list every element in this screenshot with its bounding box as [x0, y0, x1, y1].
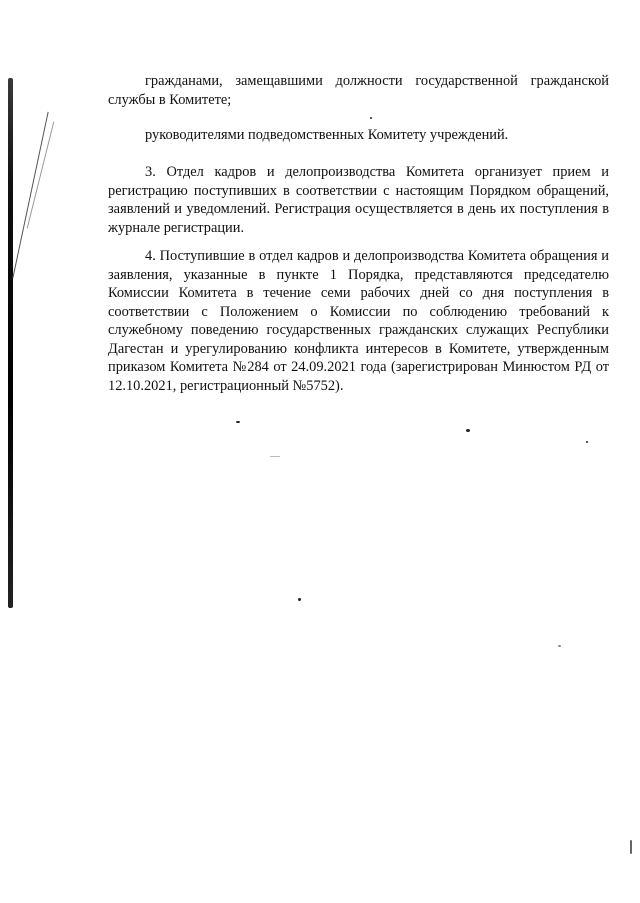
scan-speck	[236, 421, 240, 423]
paragraph-continuation	[108, 72, 609, 109]
paragraph-block	[108, 247, 609, 395]
paragraph-block	[108, 163, 609, 237]
scan-streak	[12, 112, 48, 278]
paragraph-block	[108, 126, 609, 145]
scan-edge-shadow	[8, 78, 13, 608]
paragraph-2: руководителями подведомственных Комитету учреждений.	[145, 127, 509, 143]
paragraph-4: 4. Поступившие в отдел кадров и делопроизводства Комитета обращения и заявления, указанные в пункте 1 Порядка, представляются председателю Комиссии Комитета в течение семи рабочих дней со дня поступления в соответствии с Положением о Комиссии по соблюдению требований к служебному поведению государственных гражданских служащих Республики Дагестан и урегулированию конфликта интересов в Комитете, утвержденным приказом Комитета №284 от 24.09.2021 года (зарегистрирован Минюстом РД от 12.10.2021, регистрационный №5752).	[108, 248, 609, 394]
scan-speck	[370, 117, 372, 119]
paragraph-3: 3. Отдел кадров и делопроизводства Комитета организует прием и регистрацию поступивших в соответствии с настоящим Порядком обращений, заявлений и уведомлений. Регистрация осуществляется в день их поступления в журнале регистрации.	[108, 164, 609, 236]
paragraph-1: гражданами, замещавшими должности государственной гражданской службы в Комитете;	[108, 73, 609, 108]
scan-streak	[27, 122, 55, 229]
scan-speck	[586, 441, 588, 443]
scan-speck	[298, 598, 301, 601]
scan-speck	[270, 456, 280, 457]
scan-speck	[558, 645, 561, 647]
scan-speck	[466, 429, 470, 432]
scan-speck	[630, 840, 632, 854]
